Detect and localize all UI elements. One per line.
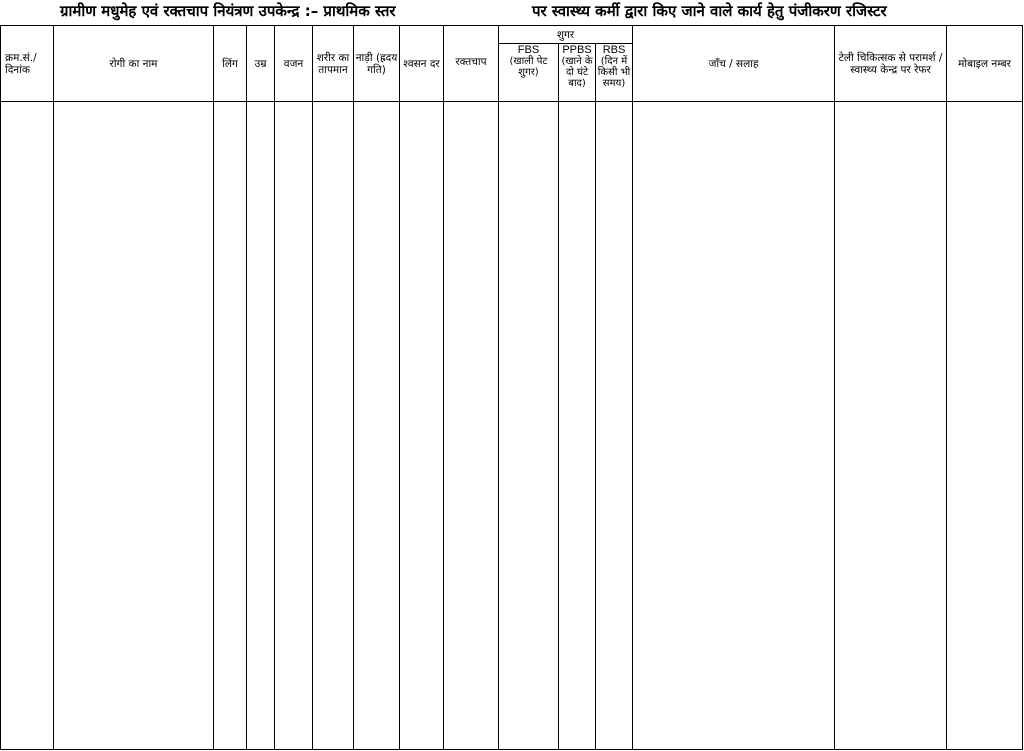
register-table (0, 25, 1023, 750)
table-row (1, 102, 1023, 750)
cell-pulse[interactable] (354, 102, 400, 750)
cell-rbs[interactable] (596, 102, 633, 750)
cell-weight[interactable] (275, 102, 313, 750)
header-serial-date: क्रम.सं./ दिनांक (1, 26, 54, 102)
ppbs-description: (खाने के दो घंटे बाद) (561, 56, 593, 89)
header-tele-referral: टेली चिकित्सक से परामर्श / स्वास्थ्य केन्द्र पर रेफर (835, 26, 947, 102)
title-part-1: ग्रामीण मधुमेह एवं रक्तचाप नियंत्रण उपकेन्द्र :– प्राथमिक स्तर (60, 2, 396, 20)
header-rbs (596, 44, 633, 102)
cell-body-temperature[interactable] (313, 102, 354, 750)
rbs-description: (दिन में किसी भी समय) (597, 56, 631, 89)
ppbs-code: PPBS (562, 44, 592, 56)
cell-respiration-rate[interactable] (400, 102, 444, 750)
cell-age[interactable] (247, 102, 275, 750)
header-age: उम्र (247, 26, 275, 102)
rbs-code: RBS (602, 44, 626, 56)
cell-gender[interactable] (214, 102, 247, 750)
header-weight: वजन (275, 26, 313, 102)
cell-mobile-number[interactable] (947, 102, 1023, 750)
cell-investigation-advice[interactable] (633, 102, 835, 750)
header-fbs (499, 44, 559, 102)
title-part-2: पर स्वास्थ्य कर्मी द्वारा किए जाने वाले कार्य हेतु पंजीकरण रजिस्टर (532, 2, 887, 20)
fbs-code: FBS (517, 44, 540, 56)
header-pulse: नाड़ी (ह्रदय गति) (354, 26, 400, 102)
header-body-temperature: शरीर का तापमान (313, 26, 354, 102)
header-blood-pressure: रक्तचाप (444, 26, 499, 102)
header-gender: लिंग (214, 26, 247, 102)
cell-blood-pressure[interactable] (444, 102, 499, 750)
page-title (0, 0, 1024, 24)
header-investigation-advice: जाँच / सलाह (633, 26, 835, 102)
cell-patient-name[interactable] (54, 102, 214, 750)
fbs-description: (खाली पेट शुगर) (509, 56, 548, 78)
header-mobile-number: मोबाइल नम्बर (947, 26, 1023, 102)
cell-ppbs[interactable] (559, 102, 596, 750)
header-sugar: शुगर (499, 26, 633, 44)
header-ppbs (559, 44, 596, 102)
header-patient-name: रोगी का नाम (54, 26, 214, 102)
cell-tele-referral[interactable] (835, 102, 947, 750)
header-respiration-rate: श्वसन दर (400, 26, 444, 102)
cell-fbs[interactable] (499, 102, 559, 750)
cell-serial-date[interactable] (1, 102, 54, 750)
